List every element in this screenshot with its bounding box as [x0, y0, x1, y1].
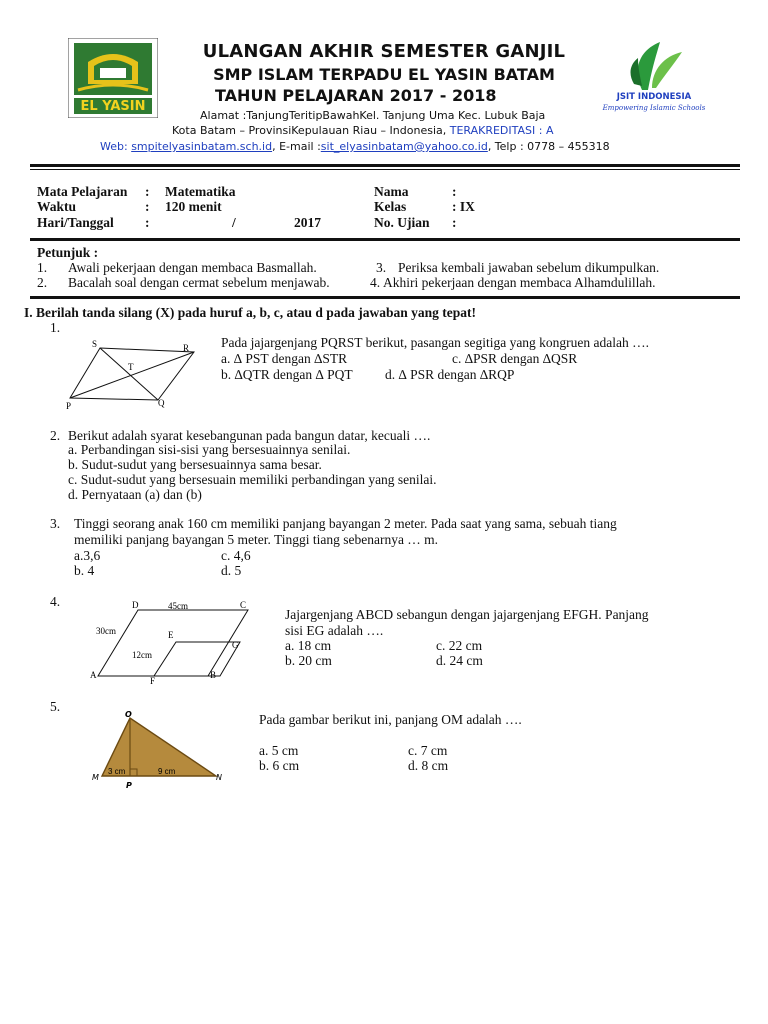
figure-label: D — [132, 600, 139, 610]
instruction-num: 4. — [370, 275, 381, 290]
accreditation: TERAKREDITASI : A — [449, 124, 554, 137]
date-colon: : — [145, 215, 150, 230]
figure-measure: 30cm — [96, 626, 116, 636]
figure-label: Q — [158, 398, 165, 408]
instruction-text: Bacalah soal dengan cermat sebelum menjawab. — [68, 275, 330, 290]
option-c[interactable]: c. 7 cm — [408, 743, 448, 758]
question-number: 1. — [50, 320, 61, 335]
question-text: Tinggi seorang anak 160 cm memiliki panjang bayangan 2 meter. Pada saat yang sama, sebuah tiang — [74, 516, 617, 531]
figure-label: R — [183, 343, 190, 353]
info-divider — [30, 238, 740, 241]
option-b[interactable]: b. Sudut-sudut yang bersesuainnya sama besar. — [68, 457, 322, 472]
figure-label: E — [168, 630, 174, 640]
figure-label: S — [92, 339, 98, 349]
figure-label: P — [66, 401, 72, 411]
school-name: SMP ISLAM TERPADU EL YASIN BATAM — [213, 65, 555, 84]
instruction-num: 1. — [37, 260, 48, 275]
option-c[interactable]: c. 4,6 — [221, 548, 251, 563]
subject-label: Mata Pelajaran — [37, 184, 128, 199]
name-label: Nama — [374, 184, 409, 199]
parallelograms-abcd-efgh-figure — [88, 598, 260, 688]
contact-line — [100, 140, 610, 153]
instruction-num: 3. — [376, 260, 387, 275]
question-number: 3. — [50, 516, 61, 531]
option-c[interactable]: c. ∆PSR dengan ∆QSR — [452, 351, 578, 366]
parallelogram-pqrst-figure — [62, 338, 202, 414]
email-link[interactable]: sit_elyasinbatam@yahoo.co.id — [320, 140, 488, 153]
figure-label: T — [128, 362, 134, 372]
option-a[interactable]: a. 18 cm — [285, 638, 332, 653]
figure-label: M — [92, 773, 99, 782]
question-number: 5. — [50, 699, 61, 714]
el-yasin-logo-text: EL YASIN — [80, 99, 146, 114]
figure-measure: 9 cm — [158, 767, 176, 776]
option-d[interactable]: d. 5 — [221, 563, 242, 578]
question-text: Pada jajargenjang PQRST berikut, pasangan segitiga yang kongruen adalah …. — [221, 335, 650, 350]
school-address: Alamat :TanjungTeritipBawahKel. Tanjung Uma Kec. Lubuk Baja — [200, 109, 546, 122]
right-triangle-omn-figure — [88, 708, 234, 790]
option-d[interactable]: d. ∆ PSR dengan ∆RQP — [385, 367, 515, 382]
figure-label: O — [125, 710, 132, 719]
option-a[interactable]: a. 5 cm — [259, 743, 299, 758]
instruction-text: Periksa kembali jawaban sebelum dikumpulkan. — [398, 260, 660, 275]
option-b[interactable]: b. 4 — [74, 563, 95, 578]
instructions-heading: Petunjuk : — [37, 245, 99, 260]
option-c[interactable]: c. Sudut-sudut yang bersesuain memiliki perbandingan yang senilai. — [68, 472, 437, 487]
question-text: Jajargenjang ABCD sebangun dengan jajargenjang EFGH. Panjang — [285, 607, 649, 622]
figure-label: C — [240, 600, 247, 610]
instruction-num: 2. — [37, 275, 48, 290]
header-divider-thin — [30, 169, 740, 170]
figure-label: B — [210, 670, 217, 680]
question-text-cont: sisi EG adalah …. — [285, 623, 384, 638]
option-a[interactable]: a.3,6 — [74, 548, 101, 563]
instruction-text: Akhiri pekerjaan dengan membaca Alhamdulillah. — [383, 275, 656, 290]
option-b[interactable]: b. ∆QTR dengan ∆ PQT — [221, 367, 353, 382]
option-a[interactable]: a. ∆ PST dengan ∆STR — [221, 351, 348, 366]
figure-label: A — [90, 670, 97, 680]
web-label: Web: — [100, 140, 132, 153]
header-divider — [30, 164, 740, 167]
option-a[interactable]: a. Perbandingan sisi-sisi yang bersesuainnya senilai. — [68, 442, 351, 457]
phone: , Telp : 0778 – 455318 — [487, 140, 610, 153]
academic-year: TAHUN PELAJARAN 2017 - 2018 — [215, 86, 497, 105]
email-label: , E-mail : — [272, 140, 321, 153]
date-year: 2017 — [294, 215, 321, 230]
section-heading: I. Berilah tanda silang (X) pada huruf a, b, c, atau d pada jawaban yang tepat! — [24, 305, 476, 320]
jsit-logo-text: JSIT INDONESIA — [616, 92, 692, 102]
figure-measure: 12cm — [132, 650, 152, 660]
option-b[interactable]: b. 20 cm — [285, 653, 332, 668]
time-value: 120 menit — [165, 199, 222, 214]
instructions-divider — [30, 296, 740, 299]
option-c[interactable]: c. 22 cm — [436, 638, 483, 653]
instruction-text: Awali pekerjaan dengan membaca Basmallah. — [68, 260, 317, 275]
option-d[interactable]: d. 8 cm — [408, 758, 449, 773]
time-colon: : — [145, 199, 150, 214]
date-slash: / — [232, 215, 236, 230]
figure-measure: 3 cm — [108, 767, 126, 776]
figure-label: F — [150, 676, 156, 686]
jsit-logo-tagline: Empowering Islamic Schools — [602, 104, 706, 112]
figure-label: G — [232, 640, 239, 650]
question-text: Pada gambar berikut ini, panjang OM adalah …. — [259, 712, 522, 727]
subject-value: Matematika — [165, 184, 236, 199]
class-value: : IX — [452, 199, 475, 214]
name-colon: : — [452, 184, 457, 199]
exam-number-colon: : — [452, 215, 457, 230]
question-number: 4. — [50, 594, 61, 609]
school-city-line — [172, 124, 554, 137]
website-link[interactable]: smpitelyasinbatam.sch.id — [131, 140, 273, 153]
date-label: Hari/Tanggal — [37, 215, 114, 230]
figure-label: N — [216, 773, 222, 782]
class-label: Kelas — [374, 199, 407, 214]
option-d[interactable]: d. 24 cm — [436, 653, 483, 668]
school-city: Kota Batam – ProvinsiKepulauan Riau – Indonesia, — [172, 124, 450, 137]
option-d[interactable]: d. Pernyataan (a) dan (b) — [68, 487, 202, 502]
question-text-cont: memiliki panjang bayangan 5 meter. Tinggi tiang sebenarnya … m. — [74, 532, 439, 547]
exam-number-label: No. Ujian — [374, 215, 430, 230]
option-b[interactable]: b. 6 cm — [259, 758, 300, 773]
question-text: Berikut adalah syarat kesebangunan pada bangun datar, kecuali …. — [68, 428, 431, 443]
time-label: Waktu — [37, 199, 77, 214]
subject-colon: : — [145, 184, 150, 199]
figure-measure: 45cm — [168, 601, 188, 611]
figure-label: P — [126, 781, 132, 790]
question-number: 2. — [50, 428, 61, 443]
exam-title: ULANGAN AKHIR SEMESTER GANJIL — [202, 41, 566, 62]
